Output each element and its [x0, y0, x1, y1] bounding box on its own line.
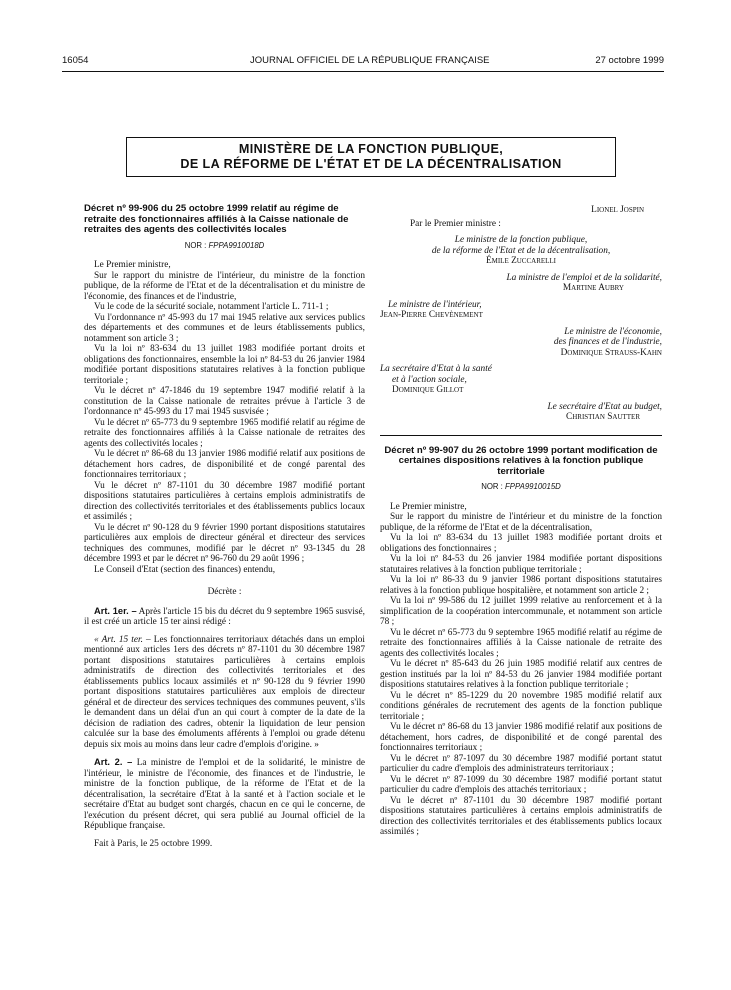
article-1: [84, 606, 365, 628]
signature-title: Le ministre de l'intérieur,: [388, 299, 482, 310]
signatory-name: Émile Zuccarelli: [485, 256, 557, 266]
ministry-line-1: MINISTÈRE DE LA FONCTION PUBLIQUE,: [238, 142, 504, 156]
article-2: [84, 757, 365, 832]
left-column: [84, 204, 365, 849]
running-header: [62, 55, 664, 69]
article-1-label: Art. 1er. –: [94, 605, 137, 616]
signature-interieur: [380, 300, 662, 321]
signature-economie: [380, 327, 662, 359]
paragraph: Vu le décret nº 87-1101 du 30 décembre 1987 modifié portant dispositions statutaires particulières à certains emplois administratifs de direction des collectivités territoriales et des établissements publics locaux et assimilés ;: [84, 480, 365, 522]
paragraph: Vu le décret nº 85-1229 du 20 novembre 1985 modifié relatif aux conditions générales de recrutement des agents de la fonction publique territoriale ;: [380, 690, 662, 722]
signatory-name: Martine Aubry: [562, 283, 624, 293]
signatory-name: Dominique Strauss-Kahn: [560, 347, 662, 358]
decrete-heading: Décrète :: [207, 587, 242, 597]
page-number: 16054: [62, 55, 89, 66]
signature-fonction-publique: [380, 235, 662, 267]
by-premier-ministre: Par le Premier ministre :: [410, 218, 501, 229]
issue-date: 27 octobre 1999: [595, 55, 664, 66]
article-15-ter: [84, 635, 365, 751]
nor-value: FPPA9910015D: [505, 482, 561, 491]
ministry-line-2: DE LA RÉFORME DE L'ÉTAT ET DE LA DÉCENTRALISATION: [180, 157, 562, 171]
article-15-ter-label: « Art. 15 ter.: [94, 634, 143, 645]
paragraph: Vu le décret nº 87-1097 du 30 décembre 1987 modifié portant statut particulier du cadre d'emplois des administrateurs territoriaux ;: [380, 753, 662, 774]
nor-label: NOR :: [481, 482, 503, 491]
journal-title: JOURNAL OFFICIEL DE LA RÉPUBLIQUE FRANÇAISE: [250, 55, 490, 66]
decree-2-nor: [380, 482, 662, 493]
paragraph: Sur le rapport du ministre de l'intérieur, du ministre de la fonction publique, de la réforme de l'Etat et de la décentralisation et du ministre de l'économie, des finances et de l'industrie,: [84, 270, 365, 302]
signatory-name: Dominique Gillot: [392, 385, 464, 395]
nor-value: FPPA9910018D: [208, 240, 265, 250]
article-15-ter-text: – Les fonctionnaires territoriaux détachés dans un emploi mentionné aux articles 1ers des décrets nº 87-1101 du 30 décembre 1987 portant dispositions statutaires particulières à certains emplois administratifs de direction des collectivités territoriales et des établissements publics locaux assimilés et nº 90-128 du 9 février 1990 portant dispositions statutaires particulières aux emplois de directeur général et de directeur des services techniques des communes peuvent, s'ils le demandent dans un délai d'un an qui court à compter de la date de la décision de radiation des cadres, obtenir la liquidation de leur pension calculée sur la base des émoluments afférents à l'emploi ou grade détenu depuis six mois au moins dans leur cadre d'emplois d'origine. »: [84, 634, 365, 750]
paragraph: Le Conseil d'Etat (section des finances) entendu,: [94, 564, 276, 575]
article-2-label: Art. 2. –: [94, 757, 133, 767]
paragraph: Vu le décret nº 85-643 du 26 juin 1985 modifié relatif aux centres de gestion institués par la loi nº 84-53 du 26 janvier 1984 modifiée portant dispositions statutaires relatives à la fonction publique territoriale ;: [380, 659, 662, 690]
paragraph: Sur le rapport du ministre de l'intérieur et du ministre de la fonction publique, de la réforme de l'Etat et de la décentralisation,: [380, 512, 662, 533]
paragraph: Vu la loi nº 83-634 du 13 juillet 1983 modifiée portant droits et obligations des fonctionnaires, ensemble la loi nº 84-53 du 26 janvier 1984 modifiée portant dispositions statutaires relatives à la fonction publique territoriale ;: [84, 344, 365, 386]
article-1-text: Après l'article 15 bis du décret du 9 septembre 1965 susvisé, il est créé un article 15 ter ainsi rédigé :: [84, 606, 365, 627]
paragraph: Vu le décret nº 86-68 du 13 janvier 1986 modifié relatif aux positions de détachement, hors cadres, de disponibilité et de congé parental des fonctionnaires territoriaux ;: [380, 722, 662, 753]
paragraph: Vu le code de la sécurité sociale, notamment l'article L. 711-1 ;: [94, 302, 329, 312]
paragraph: Vu le décret nº 87-1101 du 30 décembre 1987 modifié portant dispositions statutaires particulières à certains emplois administratifs de direction des collectivités territoriales et des établissements publics locaux assimilés ;: [380, 795, 662, 837]
paragraph: Vu la loi nº 83-634 du 13 juillet 1983 modifiée portant droits et obligations des fonctionnaires ;: [380, 533, 662, 554]
signature-sante: [380, 364, 662, 396]
right-column: [380, 205, 662, 838]
signature-title: La secrétaire d'Etat à la santé: [380, 364, 492, 374]
paragraph: Vu la loi nº 86-33 du 9 janvier 1986 portant dispositions statutaires relatives à la fonction publique hospitalière, et notamment son article 2 ;: [380, 575, 662, 596]
paragraph: Vu le décret nº 65-773 du 9 septembre 1965 modifié relatif au régime de retraite des fonctionnaires affiliés à la Caisse nationale de retraite des agents des collectivités locales ;: [380, 627, 662, 659]
signature-title: et à l'action sociale,: [392, 374, 467, 385]
signature-title: La ministre de l'emploi et de la solidarité,: [506, 272, 662, 283]
paragraph: Vu le décret nº 90-128 du 9 février 1990 portant dispositions statutaires particulières aux emplois de directeur général et directeur des services techniques des communes, modifié par le décret nº 93-1345 du 28 décembre 1993 et par le décret nº 96-760 du 29 août 1996 ;: [84, 522, 365, 564]
signature-budget: [380, 402, 662, 423]
decree-1-title: Décret nº 99-906 du 25 octobre 1999 relatif au régime de retraite des fonctionnaires affiliés à la Caisse nationale de retraites des agents des collectivités locales: [84, 203, 349, 235]
paragraph: Vu la loi nº 99-586 du 12 juillet 1999 relative au renforcement et à la simplification de la coopération intercommunale, et notamment son article 78 ;: [380, 596, 662, 627]
paragraph: Vu le décret nº 65-773 du 9 septembre 1965 modifié relatif au régime de retraite des fonctionnaires affiliés à la Caisse nationale de retraites des agents des collectivités locales ;: [84, 417, 365, 449]
paragraph: Vu l'ordonnance nº 45-993 du 17 mai 1945 relative aux services publics des départements et des communes et de leurs établissements publics, notamment son article 3 ;: [84, 312, 365, 344]
pm-signature: Lionel Jospin: [591, 205, 644, 215]
section-rule: [380, 435, 662, 436]
signatory-name: Christian Sautter: [566, 412, 640, 422]
paragraph: Le Premier ministre,: [390, 501, 467, 512]
signature-title: Le secrétaire d'Etat au budget,: [547, 401, 662, 412]
nor-label: NOR :: [184, 240, 207, 250]
decree-1-nor: [84, 241, 365, 252]
signatory-name: Jean-Pierre Chevènement: [380, 310, 483, 320]
paragraph: Vu la loi nº 84-53 du 26 janvier 1984 modifiée portant dispositions statutaires relatives à la fonction publique territoriale ;: [380, 554, 662, 575]
decree-2-title: Décret nº 99-907 du 26 octobre 1999 portant modification de certaines dispositions relatives à la fonction publique territoriale: [384, 444, 658, 477]
done-at: Fait à Paris, le 25 octobre 1999.: [94, 838, 213, 849]
paragraph: Vu le décret nº 86-68 du 13 janvier 1986 modifié relatif aux positions de détachement hors cadres, de disponibilité et de congé parental des fonctionnaires territoriaux ;: [84, 449, 365, 480]
signature-emploi: [380, 273, 662, 294]
paragraph: Vu le décret nº 87-1099 du 30 décembre 1987 modifié portant statut particulier du cadre d'emplois des attachés territoriaux ;: [380, 774, 662, 795]
signature-title: des finances et de l'industrie,: [553, 337, 662, 347]
header-rule: [62, 71, 664, 72]
paragraph: Le Premier ministre,: [94, 260, 171, 270]
ministry-heading-box: [126, 137, 616, 177]
paragraph: Vu le décret nº 47-1846 du 19 septembre 1947 modifié relatif à la constitution de la Caisse nationale de retraites prévue à l'article 3 de l'ordonnance nº 45-993 du 17 mai 1945 susvisée ;: [84, 386, 365, 417]
article-2-text: La ministre de l'emploi et de la solidarité, le ministre de l'intérieur, le ministre de l'économie, des finances et de l'industrie, le ministre de la fonction publique, de la réforme de l'Etat et de la décentralisation, la secrétaire d'Etat à la santé et à l'action sociale et le secrétaire d'Etat au budget sont chargés, chacun en ce qui le concerne, de l'exécution du présent décret, qui sera publié au Journal officiel de la République française.: [84, 758, 366, 831]
signature-title: Le ministre de la fonction publique,: [454, 235, 588, 245]
signature-title: de la réforme de l'Etat et de la décentralisation,: [431, 245, 611, 256]
signature-title: Le ministre de l'économie,: [564, 326, 662, 337]
